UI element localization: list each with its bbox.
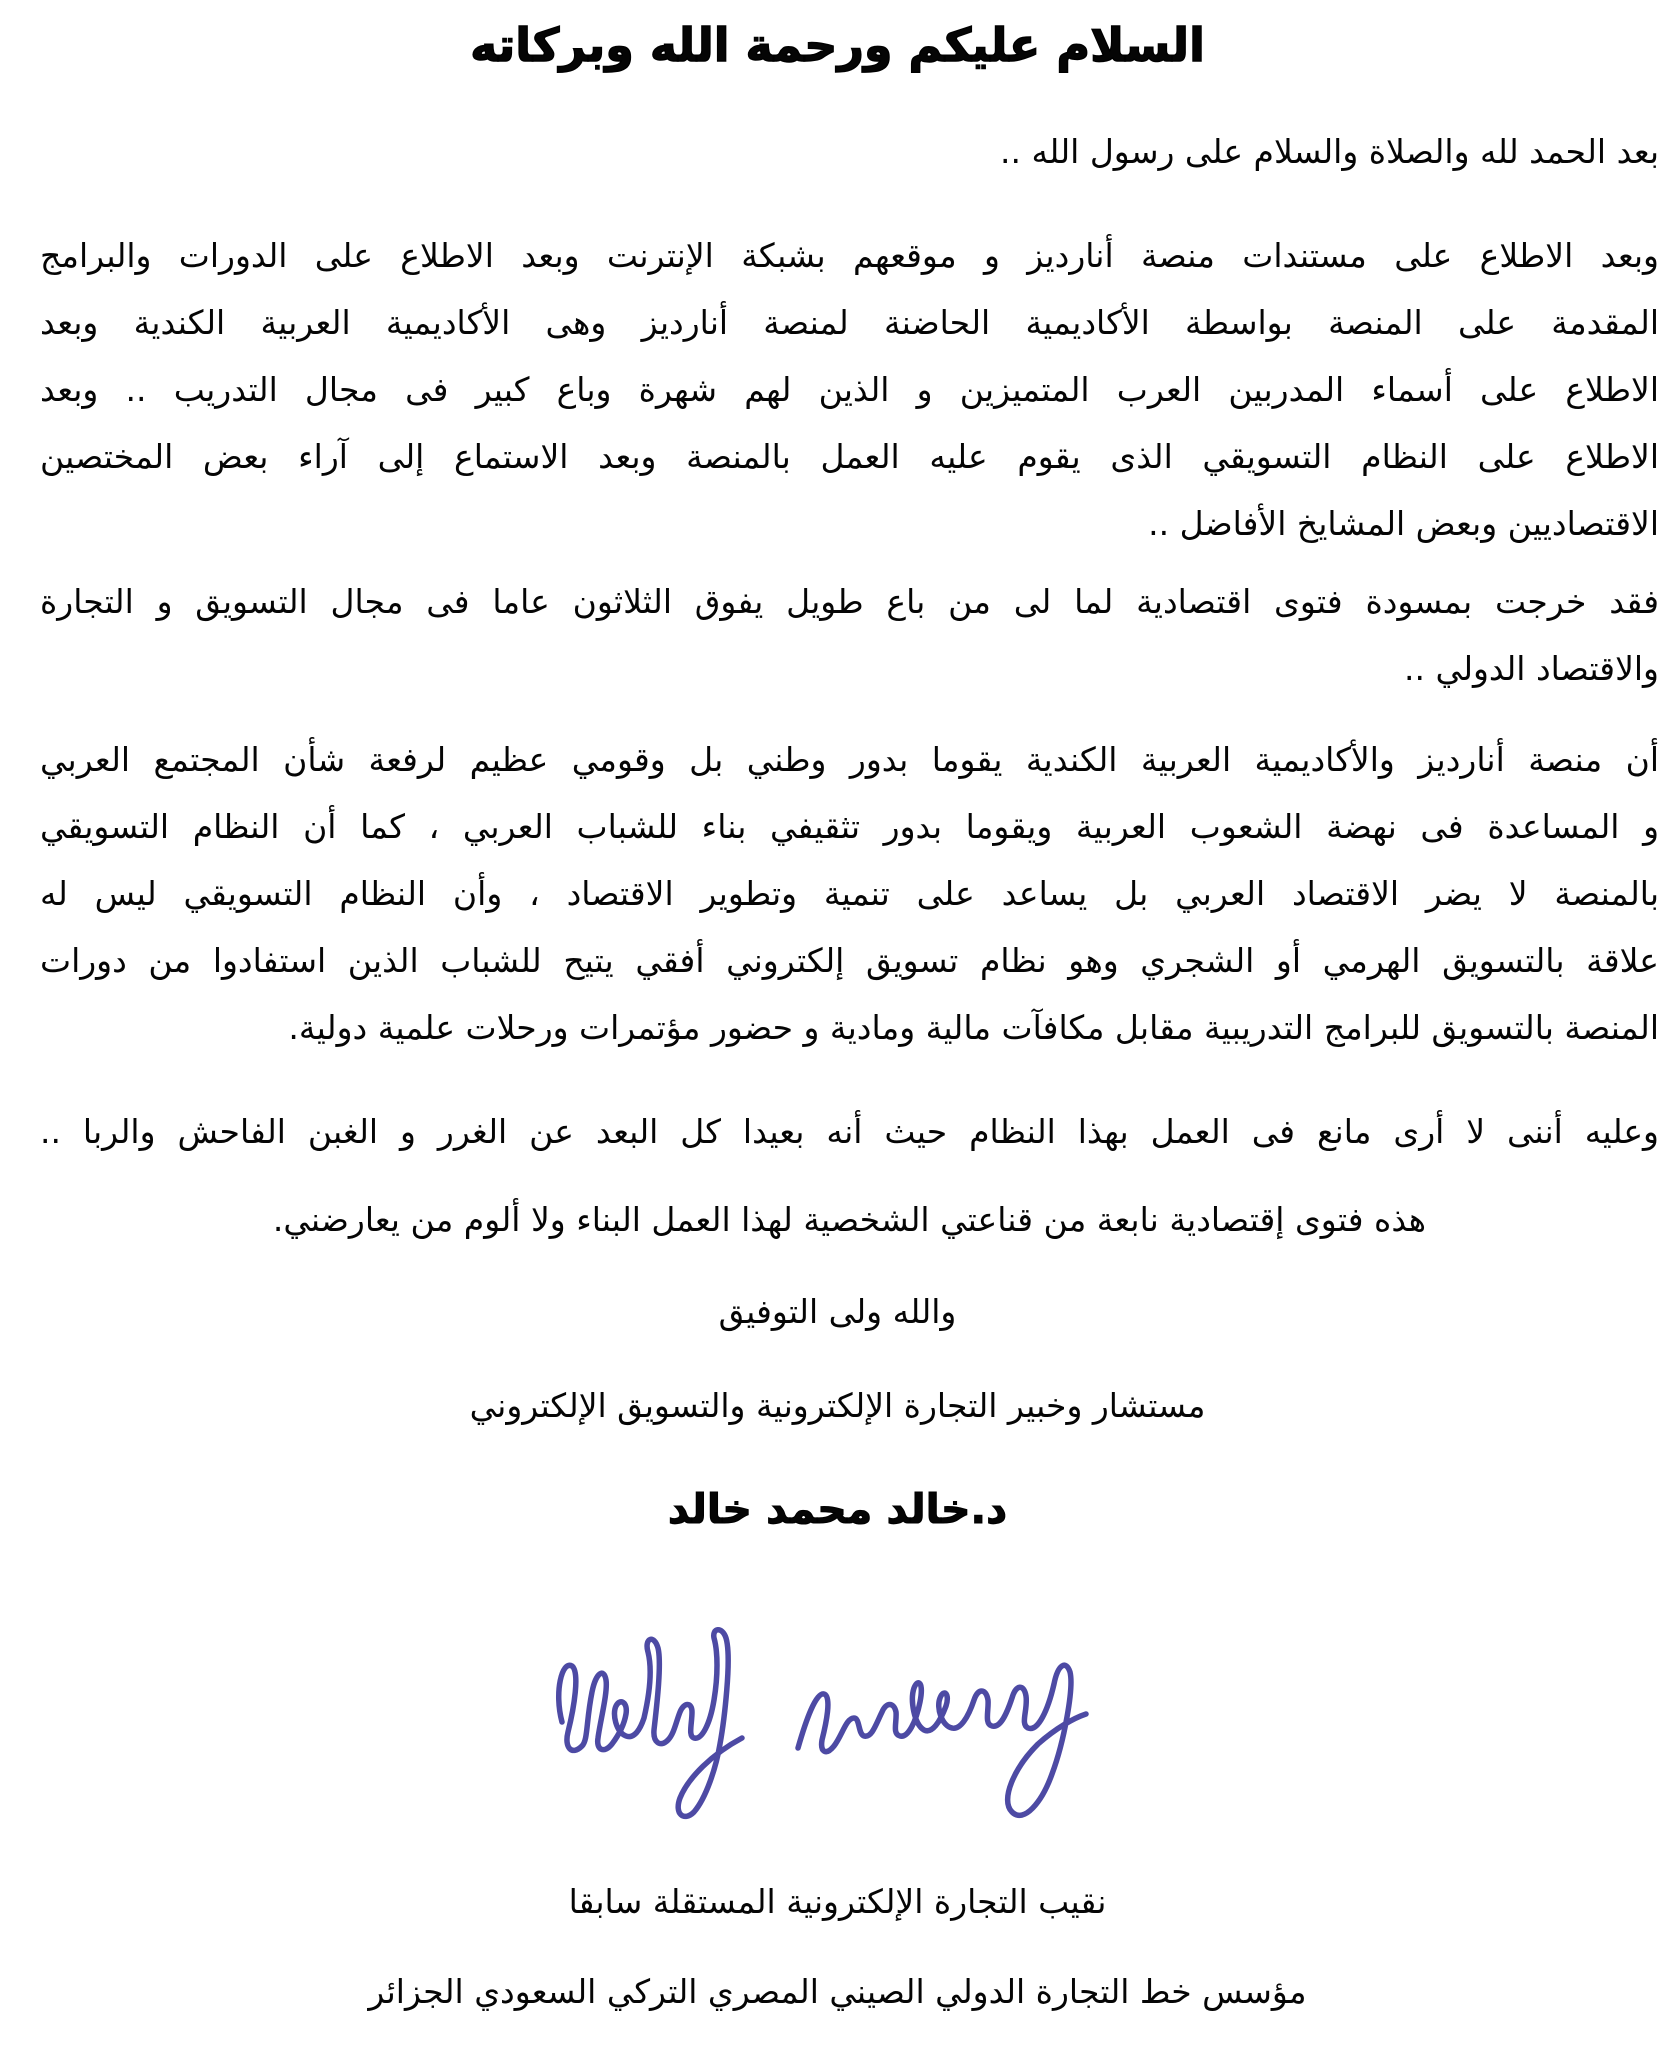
paragraph-line: فقد خرجت بمسودة فتوى اقتصادية لما لى من باع طويل يفوق الثلاثون عاما فى مجال التسويق و التجارة: [40, 582, 1659, 621]
paragraph-line: وبعد الاطلاع على مستندات منصة أنارديز و موقعهم بشبكة الإنترنت وبعد الاطلاع على الدورات والبرامج: [40, 236, 1659, 275]
signer-name: د.خالد محمد خالد: [667, 1485, 1008, 1533]
paragraph-1: [40, 222, 1659, 557]
ruling-line: وعليه أننى لا أرى مانع فى العمل بهذا النظام حيث أنه بعيدا كل البعد عن الغرر و الغبن الفاحش والربا ..: [40, 1112, 1659, 1151]
signer-founder-line: مؤسس خط التجارة الدولي الصيني المصري التركي السعودي الجزائر: [368, 1972, 1307, 2011]
signature-image: [526, 1572, 1106, 1842]
paragraph-line: و المساعدة فى نهضة الشعوب العربية ويقوما بدور تثقيفي بناء للشباب العربي ، كما أن النظام التسويقي: [40, 807, 1659, 846]
paragraph-line: الاقتصاديين وبعض المشايخ الأفاضل ..: [1148, 504, 1659, 543]
paragraph-line: الاطلاع على النظام التسويقي الذى يقوم عليه العمل بالمنصة وبعد الاستماع إلى آراء بعض المختصين: [40, 437, 1659, 476]
signature-stroke-khalid: [558, 1630, 741, 1817]
personal-note-line: هذه فتوى إقتصادية نابعة من قناعتي الشخصية لهذا العمل البناء ولا ألوم من يعارضني.: [272, 1200, 1427, 1239]
paragraph-line: علاقة بالتسويق الهرمي أو الشجري وهو نظام تسويق إلكتروني أفقي يتيح للشباب الذين استفادوا من دورات: [40, 941, 1659, 980]
paragraph-2: [40, 568, 1659, 702]
letter-title: السلام عليكم ورحمة الله وبركاته: [470, 18, 1205, 72]
signature-svg: [526, 1572, 1106, 1842]
signature-stroke-mohamed: [798, 1665, 1086, 1815]
paragraph-line: المقدمة على المنصة بواسطة الأكاديمية الحاضنة لمنصة أنارديز وهى الأكاديمية العربية الكندية وبعد: [40, 303, 1659, 342]
paragraph-line: الاطلاع على أسماء المدربين العرب المتميزين و الذين لهم شهرة وباع كبير فى مجال التدريب .. وبعد: [40, 370, 1659, 409]
paragraph-line: والاقتصاد الدولي ..: [1403, 649, 1659, 688]
paragraph-3: [40, 726, 1659, 1061]
opening-line: بعد الحمد لله والصلاة والسلام على رسول الله ..: [1000, 132, 1659, 171]
signer-former-position: نقيب التجارة الإلكترونية المستقلة سابقا: [568, 1882, 1107, 1921]
paragraph-line: بالمنصة لا يضر الاقتصاد العربي بل يساعد على تنمية وتطوير الاقتصاد ، وأن النظام التسويقي ليس له: [40, 874, 1659, 913]
closing-dua: والله ولى التوفيق: [718, 1292, 957, 1331]
paragraph-line: أن منصة أنارديز والأكاديمية العربية الكندية يقوما بدور وطني بل وقومي عظيم لرفعة شأن المجتمع العربي: [40, 740, 1659, 779]
signer-role: مستشار وخبير التجارة الإلكترونية والتسويق الإلكتروني: [469, 1386, 1206, 1425]
paragraph-line: المنصة بالتسويق للبرامج التدريبية مقابل مكافآت مالية ومادية و حضور مؤتمرات ورحلات علمية دولية.: [288, 1008, 1659, 1047]
